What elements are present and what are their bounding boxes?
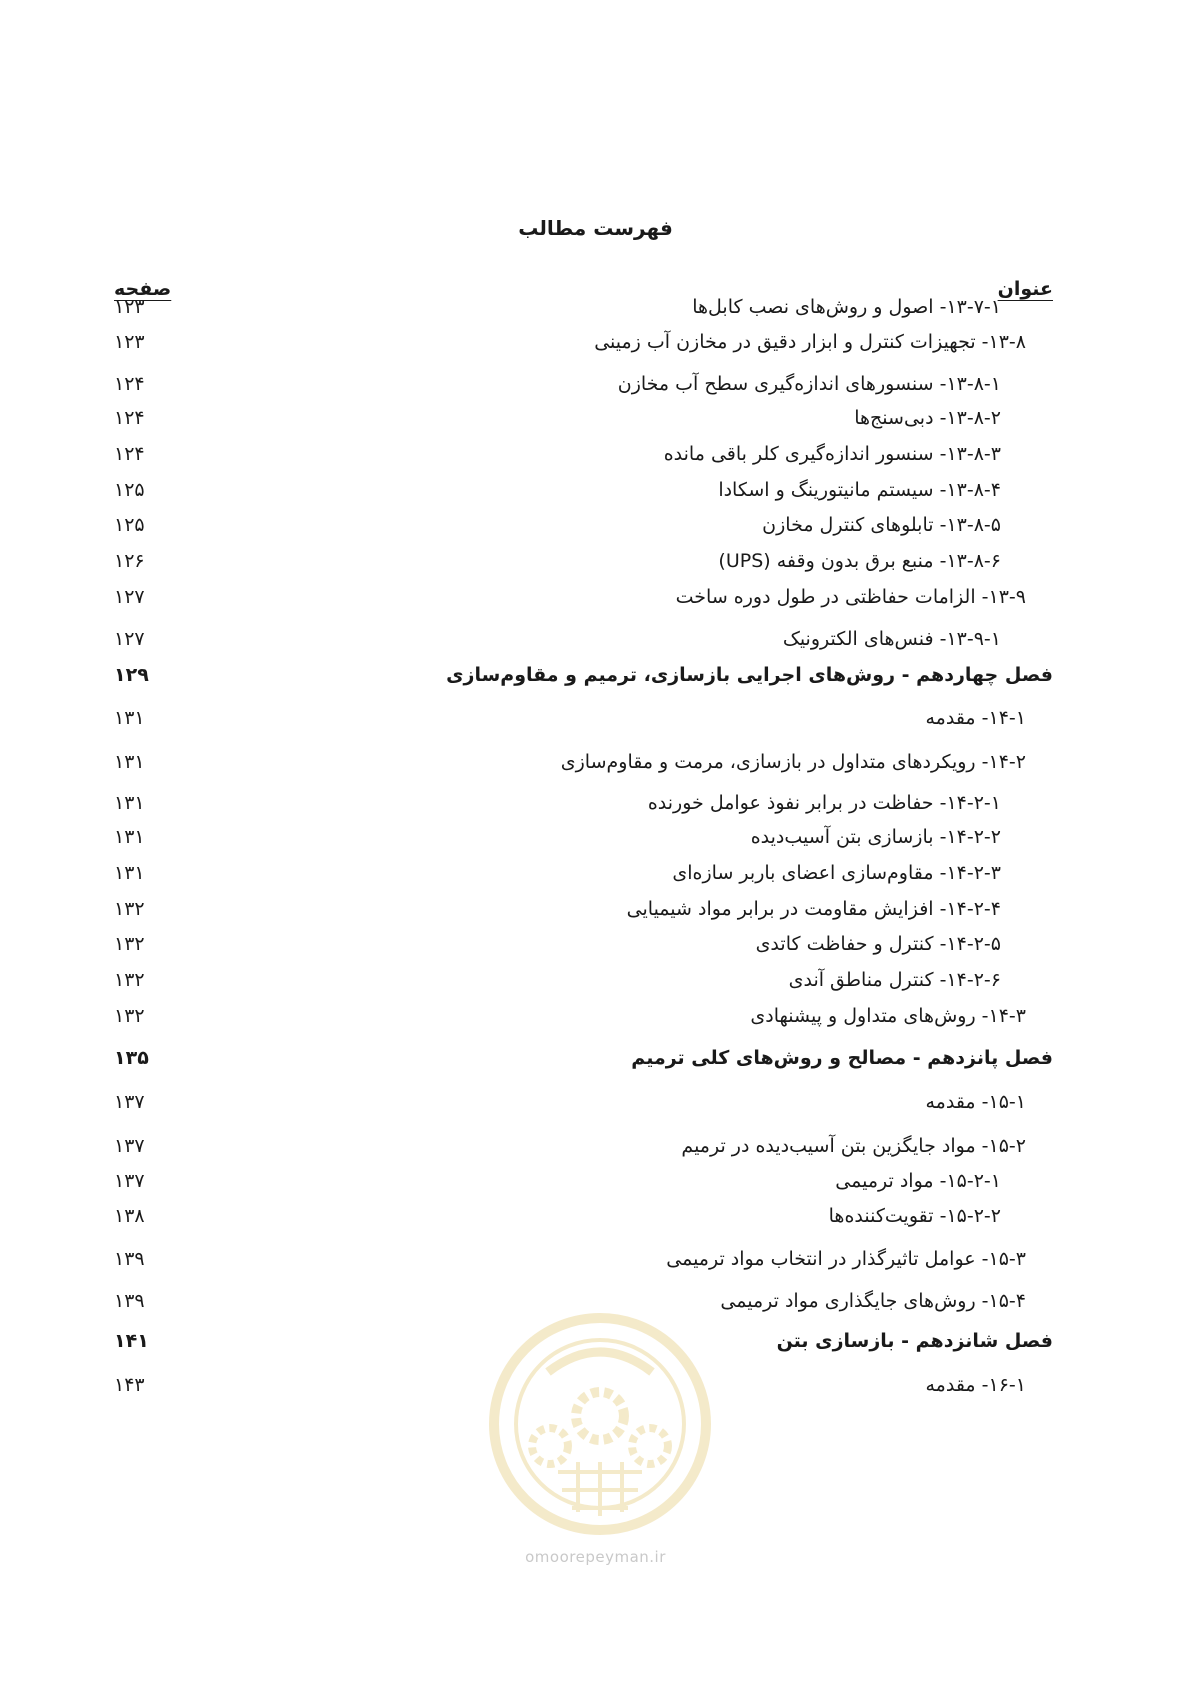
toc-entry-title: ۱۵-۲- مواد جایگزین بتن آسیب‌دیده در ترمیم (681, 1135, 1026, 1157)
toc-entry-title: ۱۳-۷-۱- اصول و روش‌های نصب کابل‌ها (692, 296, 1001, 318)
toc-entry-row (114, 1371, 1053, 1399)
toc-page-number: ۱۳۲ (114, 933, 145, 955)
toc-entry-title: ۱۳-۸-۱- سنسورهای اندازه‌گیری سطح آب مخازن (617, 373, 1001, 395)
toc-page-number: ۱۲۷ (114, 628, 145, 650)
toc-page-number: ۱۳۲ (114, 1005, 145, 1027)
toc-entry-row (114, 1245, 1053, 1273)
toc-chapter-row (114, 661, 1053, 689)
toc-entry-title: ۱۳-۸-۵- تابلوهای کنترل مخازن (762, 514, 1001, 536)
toc-entry-row (114, 328, 1053, 356)
toc-page-number: ۱۲۵ (114, 479, 145, 501)
toc-page-number: ۱۳۷ (114, 1091, 145, 1113)
page-title: فهرست مطالب (518, 216, 673, 240)
toc-entry-title: ۱۴-۲- رویکردهای متداول در بازسازی، مرمت و مقاوم‌سازی (560, 751, 1026, 773)
toc-page-number: ۱۲۴ (114, 373, 145, 395)
toc-page-number: ۱۲۴ (114, 443, 145, 465)
toc-entry-row (114, 476, 1053, 504)
toc-entry-row (114, 511, 1053, 539)
toc-entry-title: فصل چهاردهم - روش‌های اجرایی بازسازی، ترمیم و مقاوم‌سازی (446, 664, 1053, 686)
toc-page-number: ۱۲۷ (114, 586, 145, 608)
toc-entry-row (114, 547, 1053, 575)
toc-page-number: ۱۳۱ (114, 751, 145, 773)
toc-entry-row (114, 966, 1053, 994)
toc-entry-title: ۱۴-۲-۲- بازسازی بتن آسیب‌دیده (750, 826, 1001, 848)
toc-entry-title: فصل شانزدهم - بازسازی بتن (776, 1330, 1053, 1352)
toc-entry-row (114, 859, 1053, 887)
toc-page-number: ۱۲۳ (114, 296, 145, 318)
toc-entry-row (114, 895, 1053, 923)
toc-entry-row (114, 1202, 1053, 1230)
toc-page-number: ۱۲۴ (114, 407, 145, 429)
toc-entry-title: ۱۴-۲-۳- مقاوم‌سازی اعضای باربر سازه‌ای (672, 862, 1001, 884)
toc-page-number: ۱۳۹ (114, 1290, 145, 1312)
toc-page-number: ۱۴۱ (114, 1330, 149, 1352)
toc-page-number: ۱۳۲ (114, 969, 145, 991)
toc-page-number: ۱۳۱ (114, 707, 145, 729)
toc-entry-title: فصل پانزدهم - مصالح و روش‌های کلی ترمیم (631, 1047, 1053, 1069)
toc-page-number: ۱۳۷ (114, 1170, 145, 1192)
toc-entry-title: ۱۳-۸-۶- منبع برق بدون وقفه (UPS) (718, 550, 1001, 572)
column-header-title: عنوان (997, 278, 1053, 300)
toc-page-number: ۱۳۲ (114, 898, 145, 920)
toc-page-number: ۱۳۹ (114, 1248, 145, 1270)
toc-page-number: ۱۲۳ (114, 331, 145, 353)
watermark-text: omoorepeyman.ir (525, 1548, 666, 1566)
toc-chapter-row (114, 1327, 1053, 1355)
toc-entry-row (114, 1002, 1053, 1030)
toc-entry-row (114, 370, 1053, 398)
toc-entry-row (114, 930, 1053, 958)
toc-entry-row (114, 404, 1053, 432)
toc-entry-title: ۱۳-۹- الزامات حفاظتی در طول دوره ساخت (675, 586, 1026, 608)
toc-entry-title: ۱۴-۲-۴- افزایش مقاومت در برابر مواد شیمیایی (626, 898, 1001, 920)
column-header-page: صفحه (114, 278, 172, 300)
toc-page-number: ۱۲۵ (114, 514, 145, 536)
toc-entry-row (114, 625, 1053, 653)
toc-entry-title: ۱۳-۹-۱- فنس‌های الکترونیک (782, 628, 1001, 650)
toc-chapter-row (114, 1044, 1053, 1072)
toc-entry-row (114, 748, 1053, 776)
toc-entry-title: ۱۵-۱- مقدمه (925, 1091, 1026, 1113)
toc-entry-title: ۱۴-۲-۵- کنترل و حفاظت کاتدی (755, 933, 1001, 955)
toc-page-number: ۱۴۳ (114, 1374, 145, 1396)
toc-entry-row (114, 1088, 1053, 1116)
toc-entry-title: ۱۵-۴- روش‌های جایگذاری مواد ترمیمی (720, 1290, 1026, 1312)
toc-page-number: ۱۳۷ (114, 1135, 145, 1157)
toc-entry-title: ۱۳-۸-۲- دبی‌سنج‌ها (854, 407, 1001, 429)
toc-entry-title: ۱۳-۸- تجهیزات کنترل و ابزار دقیق در مخازن آب زمینی (594, 331, 1026, 353)
toc-entry-title: ۱۴-۱- مقدمه (925, 707, 1026, 729)
toc-entry-title: ۱۴-۳- روش‌های متداول و پیشنهادی (750, 1005, 1026, 1027)
toc-entry-title: ۱۵-۲-۱- مواد ترمیمی (835, 1170, 1001, 1192)
toc-entry-title: ۱۴-۲-۱- حفاظت در برابر نفوذ عوامل خورنده (647, 792, 1001, 814)
toc-page-number: ۱۳۱ (114, 862, 145, 884)
toc-entry-title: ۱۳-۸-۴- سیستم مانیتورینگ و اسکادا (718, 479, 1001, 501)
toc-entry-title: ۱۵-۲-۲- تقویت‌کننده‌ها (828, 1205, 1001, 1227)
toc-entry-row (114, 293, 1053, 321)
toc-entry-row (114, 583, 1053, 611)
toc-page-number: ۱۳۱ (114, 826, 145, 848)
toc-page-number: ۱۲۶ (114, 550, 145, 572)
toc-page-number: ۱۳۸ (114, 1205, 145, 1227)
toc-entry-row (114, 789, 1053, 817)
toc-page-number: ۱۲۹ (114, 664, 149, 686)
toc-page-number: ۱۳۱ (114, 792, 145, 814)
toc-entry-row (114, 1167, 1053, 1195)
toc-entry-row (114, 1287, 1053, 1315)
toc-entry-row (114, 440, 1053, 468)
toc-entry-title: ۱۳-۸-۳- سنسور اندازه‌گیری کلر باقی مانده (663, 443, 1001, 465)
toc-entry-title: ۱۶-۱- مقدمه (925, 1374, 1026, 1396)
toc-entry-row (114, 1132, 1053, 1160)
toc-entry-row (114, 823, 1053, 851)
toc-page-number: ۱۳۵ (114, 1047, 149, 1069)
toc-entry-title: ۱۴-۲-۶- کنترل مناطق آندی (788, 969, 1001, 991)
toc-entry-row (114, 704, 1053, 732)
toc-entry-title: ۱۵-۳- عوامل تاثیرگذار در انتخاب مواد ترمیمی (666, 1248, 1026, 1270)
